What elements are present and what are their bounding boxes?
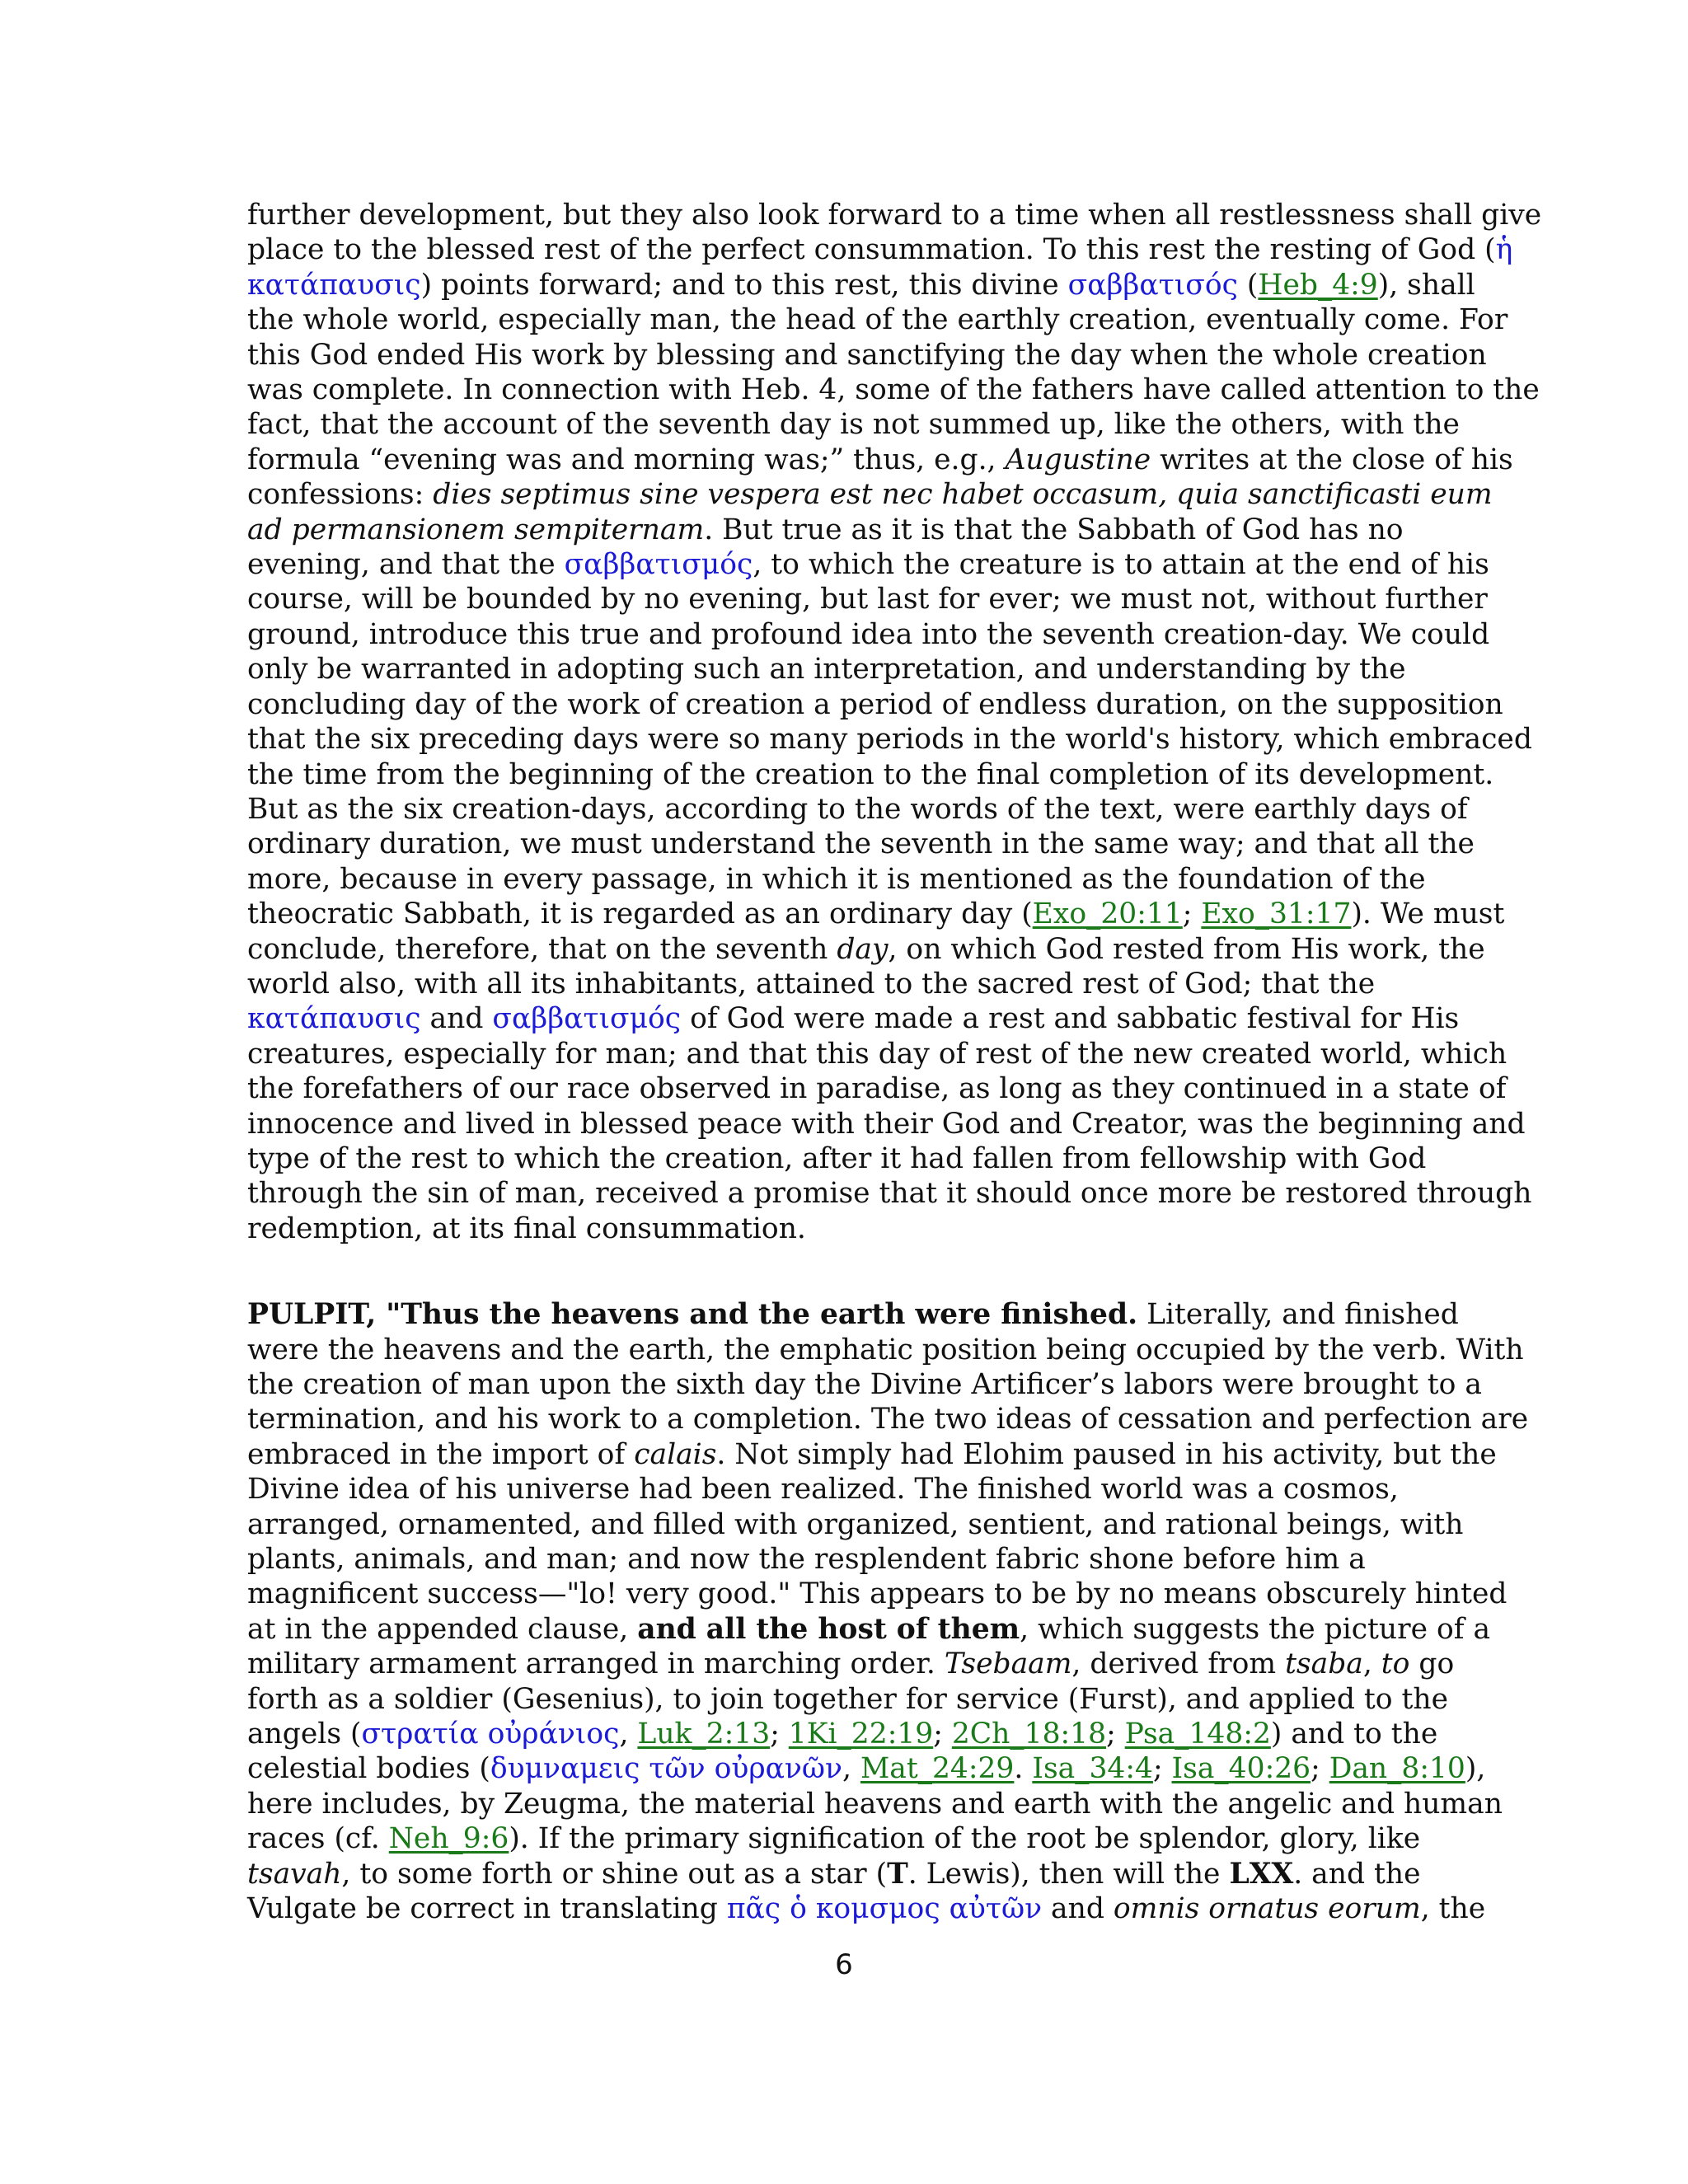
text-run: ground, introduce this true and profound idea into the seventh creation-day. We could	[247, 617, 1490, 651]
text-line	[247, 1577, 1507, 1611]
text-run: Divine idea of his universe had been realized. The finished world was a cosmos,	[247, 1473, 1399, 1507]
text-run: world also, with all its inhabitants, attained to the sacred rest of God; that the	[247, 967, 1376, 1001]
text-run: ordinary duration, we must understand the seventh in the same way; and that all the	[247, 827, 1475, 861]
text-run: fact, that the account of the seventh day is not summed up, like the others, with the	[247, 408, 1460, 442]
text-run: ,	[619, 1718, 638, 1751]
italic-text: tsaba	[1285, 1647, 1363, 1681]
text-run: , to some forth or shine out as a star (	[341, 1857, 888, 1891]
text-line	[247, 792, 1468, 827]
scripture-reference-link[interactable]: Exo_31:17	[1201, 898, 1352, 931]
text-run: arranged, ornamented, and filled with organized, sentient, and rational beings, with	[247, 1507, 1464, 1541]
text-line	[247, 1107, 1526, 1141]
text-run: and	[420, 1002, 493, 1036]
text-run: concluding day of the work of creation a period of endless duration, on the supposition	[247, 687, 1503, 721]
text-run: place to the blessed rest of the perfect consummation. To this rest the resting of God (	[247, 233, 1496, 267]
scripture-reference-link[interactable]: Mat_24:29	[860, 1752, 1015, 1786]
text-line	[247, 1472, 1442, 1507]
text-line	[247, 1001, 1460, 1036]
greek-term: πᾶς ὁ κομσμος αὐτῶν	[726, 1892, 1043, 1926]
text-line	[247, 1141, 1442, 1176]
text-line	[247, 1542, 1442, 1577]
italic-text: dies septimus sine vespera est nec habet occasum, quia sanctificasti eum	[433, 478, 1493, 512]
paragraph-gap	[247, 1246, 1442, 1297]
text-run: ). We must	[1351, 898, 1505, 931]
text-line	[247, 1037, 1507, 1071]
text-line	[247, 1437, 1497, 1472]
text-run: But as the six creation-days, according to the words of the text, were earthly days of	[247, 792, 1468, 826]
text-line	[247, 1857, 1442, 1891]
text-line	[247, 617, 1490, 652]
text-run: only be warranted in adopting such an interpretation, and understanding by the	[247, 653, 1406, 687]
scripture-reference-link[interactable]: 1Ki_22:19	[788, 1718, 934, 1751]
text-run: go	[1409, 1647, 1455, 1681]
text-run: writes at the close of his	[1151, 443, 1513, 476]
italic-text: calais	[634, 1437, 717, 1471]
italic-text: Augustine	[1005, 443, 1151, 476]
text-line	[247, 757, 1494, 792]
text-run: the forefathers of our race observed in paradise, as long as they continued in a state of	[247, 1072, 1507, 1106]
scripture-reference-link[interactable]: Neh_9:6	[388, 1822, 509, 1856]
text-line	[247, 1787, 1503, 1821]
text-run: ;	[1182, 898, 1202, 931]
text-run: type of the rest to which the creation, after it had fallen from fellowship with God	[247, 1141, 1427, 1175]
text-run: here includes, by Zeugma, the material heavens and earth with the angelic and human	[247, 1787, 1503, 1821]
italic-text: tsavah	[247, 1857, 342, 1891]
text-run: evening, and that the	[247, 548, 565, 582]
text-line	[247, 1647, 1455, 1681]
text-run: races (cf.	[247, 1822, 389, 1856]
text-run: that the six preceding days were so many periods in the world's history, which embraced	[247, 723, 1532, 757]
bold-text: T	[887, 1857, 908, 1891]
text-line	[247, 1717, 1442, 1751]
text-run: forth as a soldier (Gesenius), to join together for service (Furst), and applied to the	[247, 1682, 1449, 1716]
text-run: termination, and his work to a completion. The two ideas of cessation and perfection are	[247, 1403, 1529, 1436]
page-number: 6	[835, 1948, 853, 1981]
text-line	[247, 897, 1505, 931]
text-run: ;	[1152, 1752, 1172, 1786]
text-run: . Lewis), then will the	[907, 1857, 1230, 1891]
text-run: were the heavens and the earth, the emphatic position being occupied by the verb. With	[247, 1333, 1524, 1366]
text-run: ;	[933, 1718, 952, 1751]
text-line	[247, 582, 1488, 616]
text-line	[247, 652, 1442, 687]
text-run: course, will be bounded by no evening, but last for ever; we must not, without further	[247, 583, 1488, 616]
text-run: magnificent success—"lo! very good." This appears to be by no means obscurely hinted	[247, 1577, 1507, 1611]
scripture-reference-link[interactable]: Dan_8:10	[1329, 1752, 1465, 1786]
text-run: innocence and lived in blessed peace with their God and Creator, was the beginning and	[247, 1107, 1526, 1141]
text-run: ),	[1465, 1752, 1486, 1786]
text-run: Literally, and finished	[1137, 1298, 1459, 1332]
bold-text: PULPIT, "Thus the heavens and the earth were finished.	[247, 1298, 1138, 1332]
text-run: theocratic Sabbath, it is regarded as an ordinary day (	[247, 898, 1033, 931]
text-run: ,	[1362, 1647, 1381, 1681]
greek-term: σαββατισμός	[564, 548, 753, 582]
commentary-paragraph-delitzsch	[247, 198, 1542, 1246]
text-line	[247, 1821, 1442, 1856]
text-run: , to which the creature is to attain at the end of his	[753, 548, 1489, 582]
text-run: ;	[770, 1718, 789, 1751]
commentary-paragraph-pulpit	[247, 1297, 1529, 1926]
text-run: creatures, especially for man; and that this day of rest of the new created world, which	[247, 1037, 1507, 1071]
text-run: .	[1014, 1752, 1033, 1786]
text-run: , the	[1420, 1892, 1486, 1926]
scripture-reference-link[interactable]: Luk_2:13	[637, 1718, 771, 1751]
text-run: this God ended His work by blessing and sanctifying the day when the whole creation	[247, 338, 1487, 372]
greek-term: σαββατισμός	[492, 1002, 682, 1036]
text-run: conclude, therefore, that on the seventh	[247, 932, 837, 966]
scripture-reference-link[interactable]: Isa_40:26	[1171, 1752, 1311, 1786]
greek-term: κατάπαυσις	[247, 268, 421, 302]
text-run: formula “evening was and morning was;” thus, e.g.,	[247, 443, 1006, 476]
text-line	[247, 827, 1475, 861]
text-line	[247, 722, 1532, 757]
text-run: of God were made a rest and sabbatic festival for His	[681, 1002, 1460, 1036]
bold-text: and all the host of them	[637, 1612, 1020, 1646]
text-run: . But true as it is that the Sabbath of God has no	[704, 513, 1404, 546]
text-line	[247, 232, 1513, 267]
text-line	[247, 268, 1475, 302]
text-line	[247, 1891, 1486, 1926]
text-line	[247, 1402, 1529, 1436]
text-run: through the sin of man, received a promise that it should once more be restored through	[247, 1177, 1532, 1211]
text-run: the creation of man upon the sixth day the Divine Artificer’s labors were brought to a	[247, 1368, 1482, 1401]
text-line	[247, 862, 1442, 897]
text-run: further development, but they also look forward to a time when all restlessness shall give	[247, 199, 1542, 232]
text-run: more, because in every passage, in which it is mentioned as the foundation of the	[247, 862, 1426, 896]
text-run: , on which God rested from His work, the	[888, 932, 1485, 966]
text-run: plants, animals, and man; and now the resplendent fabric shone before him a	[247, 1543, 1366, 1577]
greek-term: ἡ	[1495, 233, 1513, 267]
text-run: ,	[842, 1752, 860, 1786]
text-run: ). If the primary signification of the root be splendor, glory, like	[509, 1822, 1421, 1856]
text-run: . and the	[1293, 1857, 1421, 1891]
text-line	[247, 1367, 1482, 1402]
text-line	[247, 443, 1513, 477]
bold-text: LXX	[1229, 1857, 1294, 1891]
text-run: ;	[1106, 1718, 1125, 1751]
italic-text: day	[837, 932, 889, 966]
text-run: celestial bodies (	[247, 1752, 490, 1786]
text-line	[247, 302, 1508, 337]
text-run: , derived from	[1071, 1647, 1286, 1681]
text-line	[247, 1682, 1449, 1717]
text-run: , which suggests the picture of a	[1020, 1612, 1491, 1646]
text-line	[247, 1071, 1507, 1106]
greek-term: στρατία οὐράνιος	[361, 1718, 620, 1751]
text-run: ), shall	[1377, 268, 1475, 302]
text-line	[247, 1507, 1464, 1542]
text-run: and	[1042, 1892, 1114, 1926]
italic-text: to	[1381, 1647, 1410, 1681]
text-run: military armament arranged in marching order.	[247, 1647, 945, 1681]
text-run: confessions:	[247, 478, 434, 512]
text-line	[247, 373, 1540, 407]
text-line	[247, 967, 1442, 1001]
italic-text: ad permansionem sempiternam	[247, 513, 705, 546]
scripture-reference-link[interactable]: 2Ch_18:18	[951, 1718, 1107, 1751]
scripture-reference-link[interactable]: Heb_4:9	[1258, 268, 1378, 302]
greek-term: κατάπαυσις	[247, 1002, 421, 1036]
text-run: ) and to the	[1270, 1718, 1438, 1751]
text-run: . Not simply had Elohim paused in his activity, but the	[716, 1437, 1497, 1471]
text-line	[247, 1751, 1486, 1786]
text-line	[247, 1612, 1491, 1647]
greek-term: δυμναμεις τῶν οὐρανῶν	[490, 1752, 842, 1786]
italic-text: omnis ornatus eorum	[1113, 1892, 1421, 1926]
text-run: was complete. In connection with Heb. 4, some of the fathers have called attention to the	[247, 373, 1540, 407]
text-run: redemption, at its final consummation.	[247, 1212, 806, 1245]
text-line	[247, 1333, 1524, 1367]
text-line	[247, 198, 1542, 232]
scripture-reference-link[interactable]: Exo_20:11	[1032, 898, 1183, 931]
greek-term: σαββατισός	[1067, 268, 1238, 302]
text-line	[247, 1212, 1442, 1246]
text-run: Vulgate be correct in translating	[247, 1892, 727, 1926]
text-line	[247, 338, 1487, 373]
italic-text: Tsebaam	[944, 1647, 1072, 1681]
text-run: embraced in the import of	[247, 1437, 635, 1471]
text-line	[247, 513, 1442, 547]
scripture-reference-link[interactable]: Isa_34:4	[1032, 1752, 1153, 1786]
text-run: at in the appended clause,	[247, 1612, 638, 1646]
text-line	[247, 687, 1503, 722]
text-run: ;	[1311, 1752, 1329, 1786]
text-line	[247, 1297, 1459, 1332]
text-line	[247, 932, 1485, 967]
text-line	[247, 477, 1493, 512]
scripture-reference-link[interactable]: Psa_148:2	[1124, 1718, 1271, 1751]
text-run: the whole world, especially man, the head of the earthly creation, eventually come. For	[247, 303, 1508, 337]
text-run: the time from the beginning of the creation to the final completion of its development.	[247, 757, 1494, 791]
text-line	[247, 547, 1489, 582]
document-body	[247, 198, 1542, 1927]
text-run: angels (	[247, 1718, 362, 1751]
text-run: (	[1237, 268, 1259, 302]
text-line	[247, 407, 1460, 442]
text-line	[247, 1176, 1532, 1211]
text-run: ) points forward; and to this rest, this divine	[420, 268, 1068, 302]
